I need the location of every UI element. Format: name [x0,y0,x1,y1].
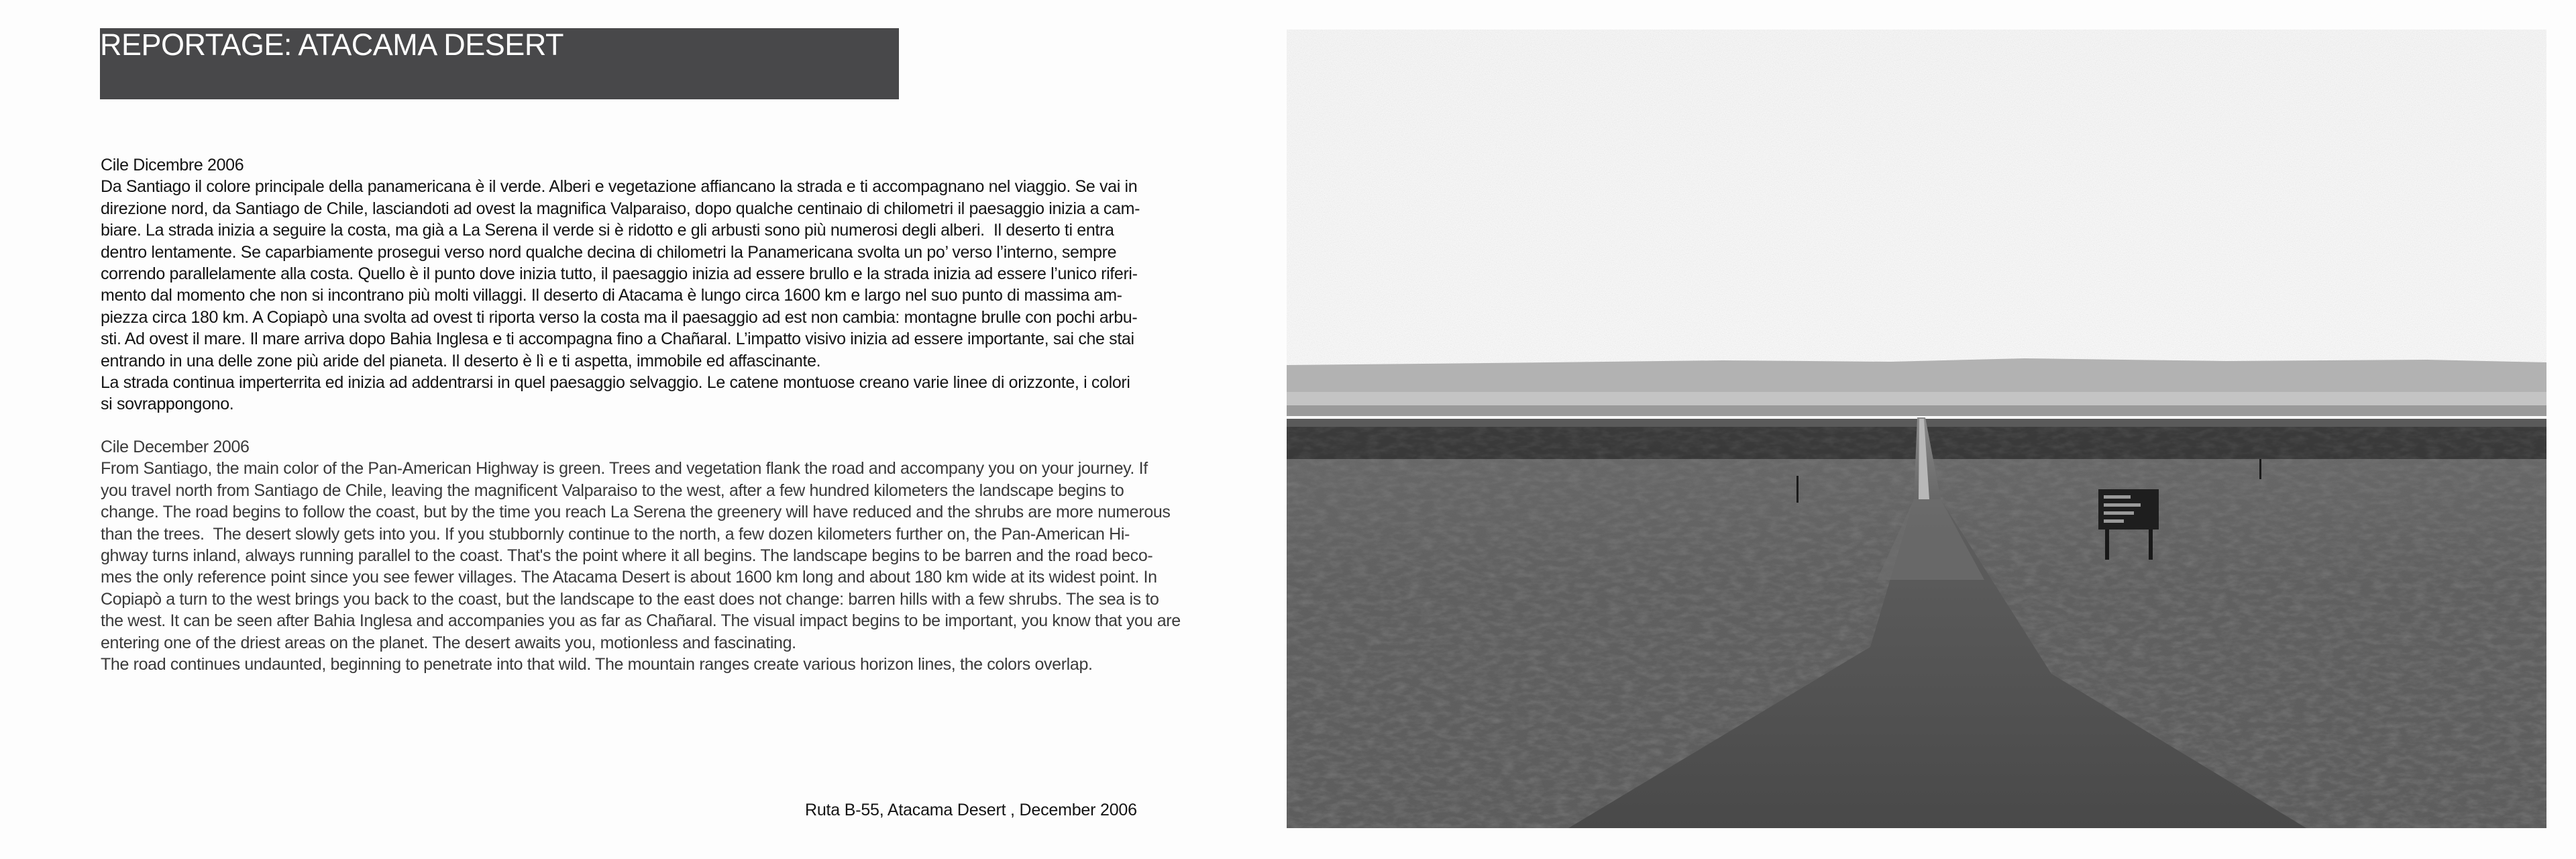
page-title: REPORTAGE: ATACAMA DESERT [100,28,564,62]
english-paragraph-2: The road continues undaunted, beginning to penetrate into that wild. The mountain ranges create various horizon lines, the colors overlap. [101,655,1093,674]
italian-heading: Cile Dicembre 2006 [101,156,244,174]
sky [1287,30,2546,405]
italian-paragraph-1: Da Santiago il colore principale della panamericana è il verde. Alberi e vegetazione affiancano la strada e ti accompagnano nel viaggio. Se vai in direzione nord, da Santiago de Chile, lasciandoti ad ovest la magnifica Valparaiso, dopo qualche centinaio di chilometri il paesaggio inizia a cam- biare. La strada inizia a seguire la costa, ma già a La Serena il verde si è ridotto e gli arbusti sono più numerosi degli alberi. Il deserto ti entra dentro lentamente. Se caparbiamente prosegui verso nord qualche decina di chilometri la Panamericana svolta un po’ verso l’interno, sempre correndo parallelamente alla costa. Quello è il punto dove inizia tutto, il paesaggio inizia ad essere brullo e la strada inizia ad essere l’unico riferi- mento dal momento che non si incontrano più molti villaggi. Il deserto di Atacama è lungo circa 1600 km e largo nel suo punto di massima am- piezza circa 180 km. A Copiapò una svolta ad ovest ti riporta verso la costa ma il paesaggio ad est non cambia: montagne brulle con pochi arbu- sti. Ad ovest il mare. Il mare arriva dopo Bahia Inglesa e ti accompagna fino a Chañaral. L’impatto visivo inizia ad essere importante, sai che stai entrando in una delle zone più aride del pianeta. Il deserto è lì e ti aspetta, immobile ed affascinante. [101,177,1140,370]
italian-paragraph-2: La strada continua imperterrita ed inizia ad addentrarsi in quel paesaggio selvaggio. Le catene montuose creano varie linee di orizzonte, i colori si sovrappongono. [101,373,1130,414]
english-paragraph-1: From Santiago, the main color of the Pan-American Highway is green. Trees and vegetation flank the road and accompany you on your journey. If you travel north from Santiago de Chile, leaving the magnificent Valparaiso to the west, after a few hundred kilometers the landscape begins to change. The road begins to follow the coast, but by the time you reach La Serena the greenery will have reduced and the shrubs are more numerous than the trees. The desert slowly gets into you. If you stubbornly continue to the north, a few dozen kilometers further on, the Pan-American Hi- ghway turns inland, always running parallel to the coast. That's the point where it all begins. The landscape begins to be barren and the road beco- mes the only reference point since you see fewer villages. The Atacama Desert is about 1600 km long and about 180 km wide at its widest point. In Copiapò a turn to the west brings you back to the coast, but the landscape to the east does not change: barren hills with a few shrubs. The sea is to the west. It can be seen after Bahia Inglesa and accompanies you as far as Chañaral. The visual impact begins to be important, you know that you are entering one of the driest areas on the planet. The desert awaits you, motionless and fascinating. [101,459,1181,652]
title-banner [100,28,899,99]
english-text-block [101,436,1228,675]
distant-mountains [1287,358,2546,428]
desert-road-photo [1287,30,2546,828]
english-heading: Cile December 2006 [101,438,250,456]
photo-caption: Ruta B-55, Atacama Desert , December 2006 [805,801,1137,819]
italian-text-block [101,154,1228,415]
